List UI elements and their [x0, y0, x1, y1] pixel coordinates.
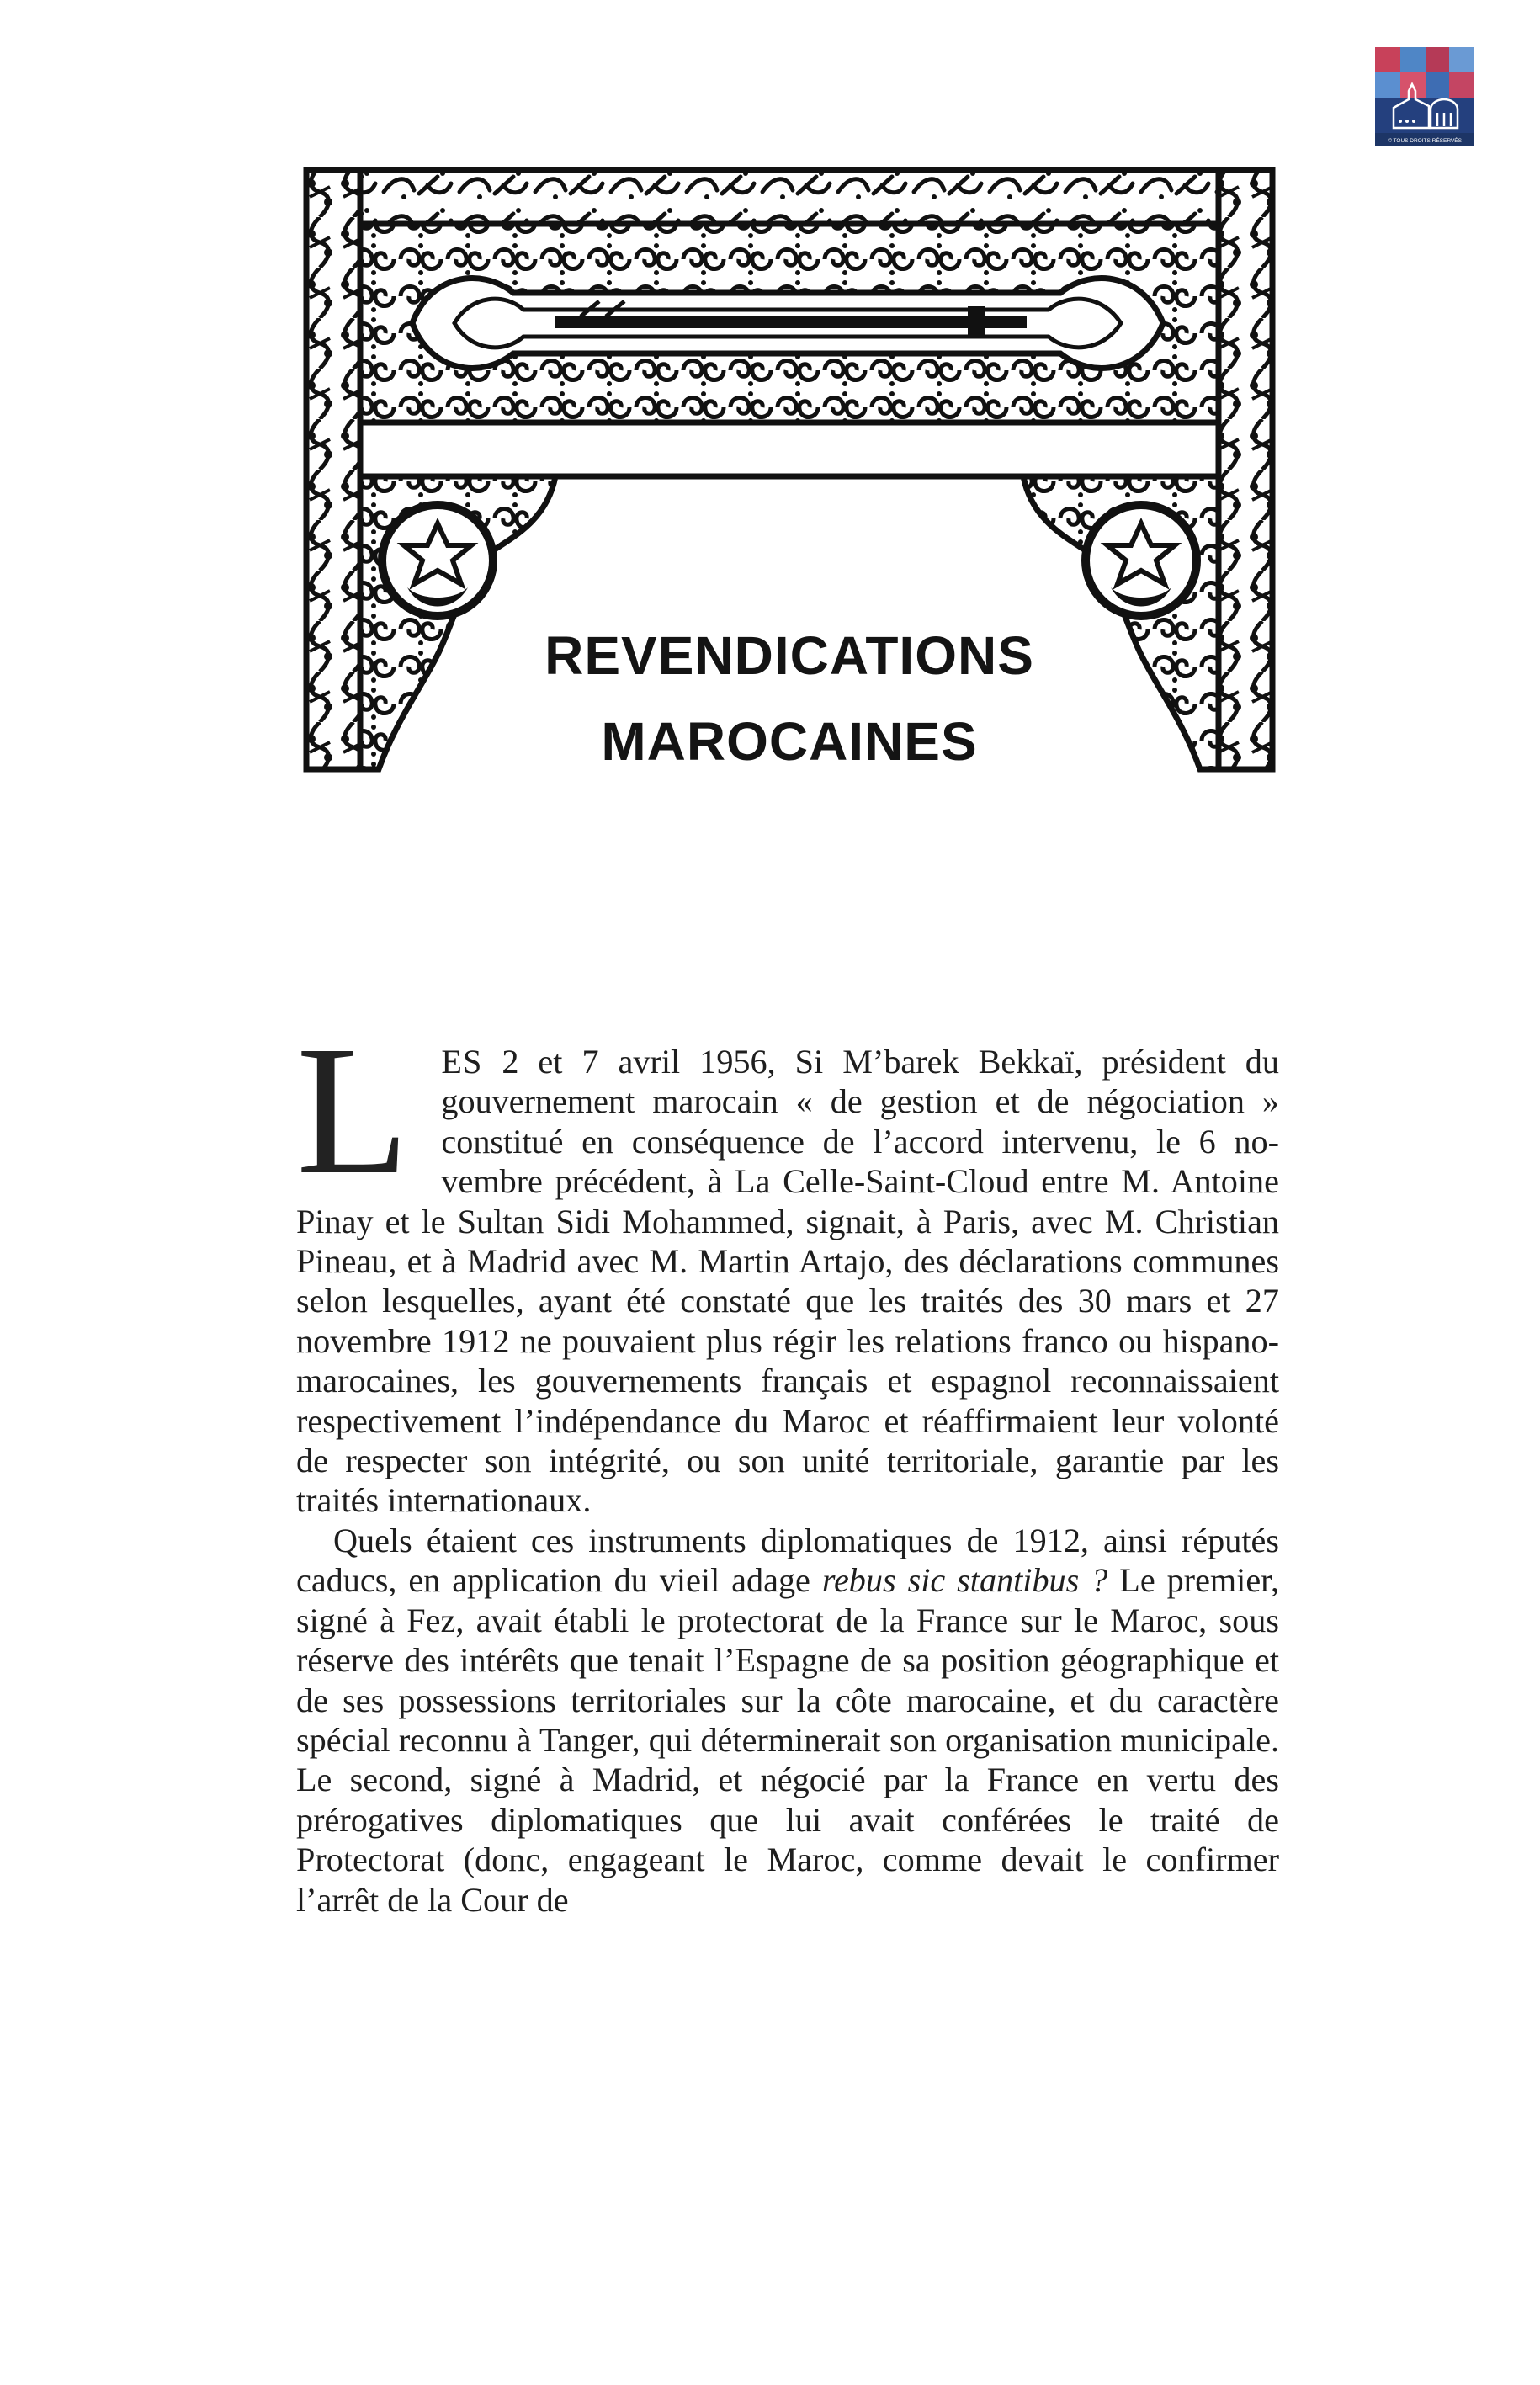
paragraph — [296, 1007, 1279, 1521]
logo-caption: © TOUS DROITS RÉSERVÉS — [1388, 138, 1462, 144]
lead-in: ES — [441, 1043, 483, 1081]
paragraph-text-continued: Le premier, signé à Fez, avait établi le protectorat de la France sur le Maroc, sous réserve des intérêts que tenait l’Espagne de sa position géographique et de ses possessions territoriales sur la côte marocaine, et du caractère spécial reconnu à Tanger, qui déterminerait son organisation municipale. Le second, signé à Madrid, et négocié par la France en vertu des prérogatives diplomatiques que lui avait conférées le traité de Protectorat (donc, engageant le Maroc, comme devait le confirmer l’arrêt de la Cour de — [296, 1561, 1279, 1919]
building-logo-icon — [1375, 47, 1474, 146]
chapter-title-line-2: MAROCAINES — [601, 711, 978, 772]
publisher-logo — [1375, 47, 1474, 146]
paragraph-text: Quels étaient ces instruments diplomatiques de 1912, ainsi réputés caducs, en application du vieil adage — [296, 1521, 1279, 1600]
paragraph-text: 2 et 7 avril 1956, Si M’barek Bekkaï, président du gouvernement marocain « de gestion et de négociation » constitué en conséquence de l’accord intervenu, le 6 novembre précédent, à La Celle-Saint-Cloud entre M. Antoine Pinay et le Sultan Sidi Mohammed, signait, à Paris, avec M. Christian Pineau, et à Madrid avec M. Martin Artajo, des déclarations communes selon lesquelles, ayant été constaté que les traités des 30 mars et 27 novembre 1912 ne pouvaient plus régir les relations franco ou hispano-marocaines, les gouvernements français et espagnol reconnaissaient respectivement l’indépendance du Maroc et réaffirmaient leur volonté de respecter son intégrité, ou son unité territoriale, garantie par les traités internationaux. — [296, 1043, 1279, 1520]
drop-cap: L — [296, 1007, 410, 1213]
paragraph — [296, 1521, 1279, 1920]
latin-phrase: rebus sic stantibus ? — [821, 1561, 1108, 1600]
article-body — [296, 1007, 1279, 1920]
chapter-title-line-1: REVENDICATIONS — [544, 625, 1034, 686]
